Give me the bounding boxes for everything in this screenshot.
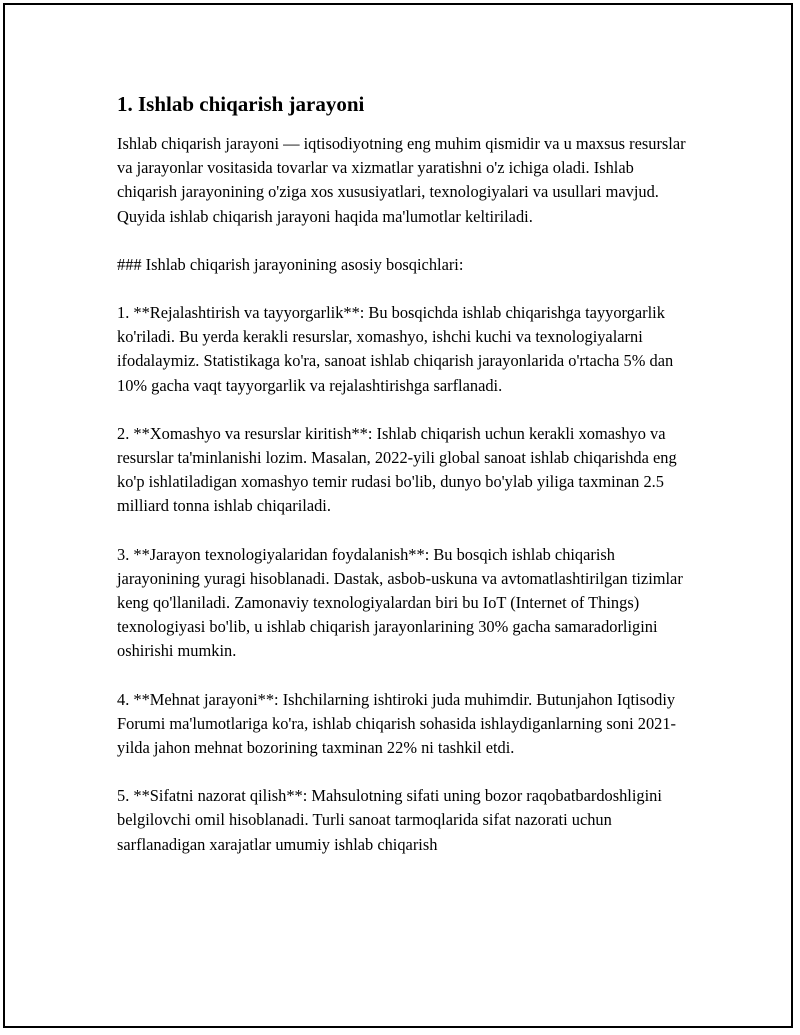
document-body	[117, 90, 697, 881]
step-4-paragraph: 4. **Mehnat jarayoni**: Ishchilarning ishtiroki juda muhimdir. Butunjahon Iqtisodiy Forumi ma'lumotlariga ko'ra, ishlab chiqarish sohasida ishlaydiganlarning soni 2021-yilda jahon mehnat bozorining taxminan 22% ni tashkil etdi.	[117, 689, 676, 758]
step-5-paragraph: 5. **Sifatni nazorat qilish**: Mahsulotning sifati uning bozor raqobatbardoshligini belgilovchi omil hisoblanadi. Turli sanoat tarmoqlarida sifat nazorati uchun sarflanadigan xarajatlar umumiy ishlab chiqarish	[117, 786, 662, 854]
document-title: 1. Ishlab chiqarish jarayoni	[117, 92, 365, 116]
step-2-paragraph: 2. **Xomashyo va resurslar kiritish**: Ishlab chiqarish uchun kerakli xomashyo va resurslar ta'minlanishi lozim. Masalan, 2022-yili global sanoat ishlab chiqarishda eng ko'p ishlatiladigan xomashyo temir rudasi bo'lib, dunyo bo'ylab yiliga taxminan 2.5 milliard tonna ishlab chiqariladi.	[117, 423, 677, 516]
step-1-paragraph: 1. **Rejalashtirish va tayyorgarlik**: Bu bosqichda ishlab chiqarishga tayyorgarlik ko'riladi. Bu yerda kerakli resurslar, xomashyo, ishchi kuchi va texnologiyalarni ifodalaymiz. Statistikaga ko'ra, sanoat ishlab chiqarish jarayonlarida o'rtacha 5% dan 10% gacha vaqt tayyorgarlik va rejalashtirishga sarflanadi.	[117, 303, 674, 395]
step-3-paragraph: 3. **Jarayon texnologiyalaridan foydalanish**: Bu bosqich ishlab chiqarish jarayonining yuragi hisoblanadi. Dastak, asbob-uskuna va avtomatlashtirilgan tizimlar keng qo'llaniladi. Zamonaviy texnologiyalardan biri bu IoT (Internet of Things) texnologiyasi bo'lib, u ishlab chiqarish jarayonlarining 30% gacha samaradorligini oshirishi mumkin.	[117, 544, 683, 661]
section-heading-markdown: ### Ishlab chiqarish jarayonining asosiy bosqichlari:	[117, 254, 464, 274]
intro-paragraph: Ishlab chiqarish jarayoni — iqtisodiyotning eng muhim qismidir va u maxsus resurslar va jarayonlar vositasida tovarlar va xizmatlar yaratishni o'z ichiga oladi. Ishlab chiqarish jarayonining o'ziga xos xususiyatlari, texnologiyalari va usullari mavjud. Quyida ishlab chiqarish jarayoni haqida ma'lumotlar keltiriladi.	[117, 134, 686, 226]
